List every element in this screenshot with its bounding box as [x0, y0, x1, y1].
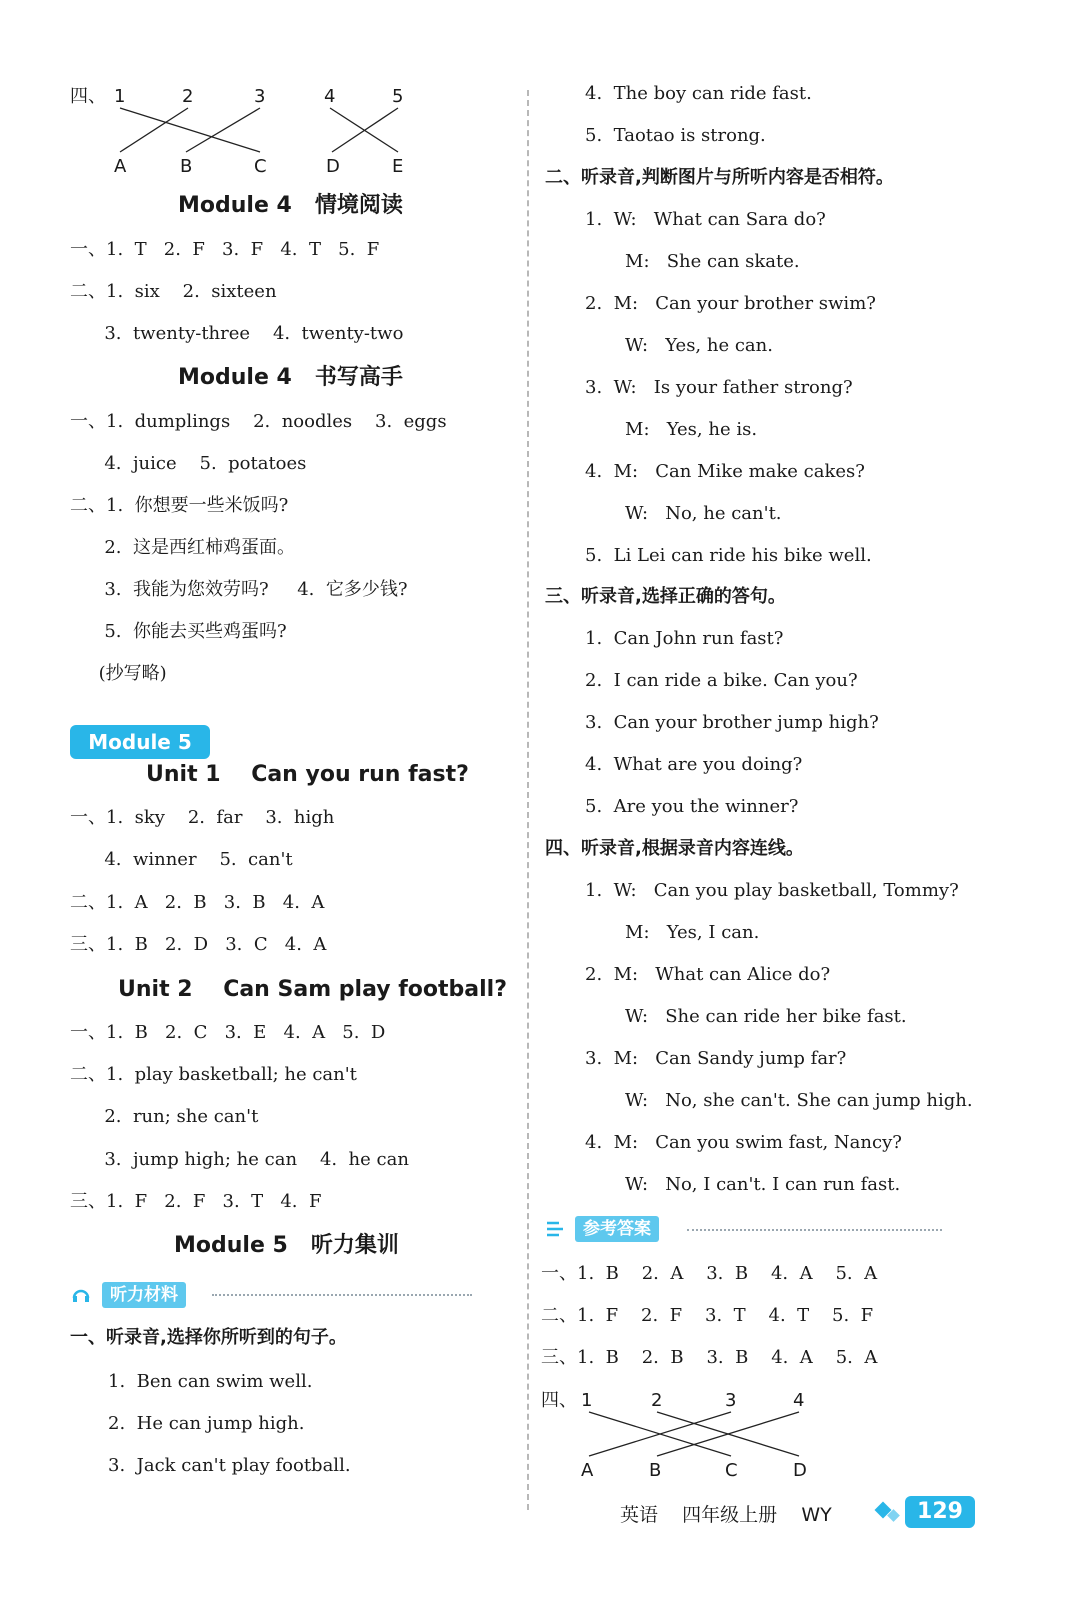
script-line: 4. M: Can you swim fast, Nancy?	[585, 1132, 902, 1153]
answer-line: 二、1. F 2. F 3. T 4. T 5. F	[541, 1305, 874, 1326]
module5-badge: Module 5	[70, 725, 210, 759]
match-top-label: 4	[324, 86, 336, 107]
match-top-label: 4	[793, 1390, 805, 1411]
script-line: 4. The boy can ride fast.	[585, 83, 812, 104]
matching-lines-svg	[70, 80, 430, 180]
match-top-label: 2	[651, 1390, 663, 1411]
match-line	[186, 108, 260, 152]
script-line: 1. W: Can you play basketball, Tommy?	[585, 880, 959, 901]
dotted-rule	[212, 1294, 472, 1296]
answer-line: 三、1. B 2. D 3. C 4. A	[70, 934, 327, 955]
heading-module5-listening: Module 5 听力集训	[174, 1233, 399, 1258]
script-line: 2. M: Can your brother swim?	[585, 293, 876, 314]
script-line: 3. W: Is your father strong?	[585, 377, 853, 398]
answer-line: 二、1. play basketball; he can't	[70, 1064, 357, 1085]
heading-module4-reading: Module 4 情境阅读	[178, 193, 403, 218]
match-bottom-label: B	[180, 156, 193, 177]
match-line	[120, 108, 260, 152]
script-line: 2. M: What can Alice do?	[585, 964, 831, 985]
script-line: M: Yes, he is.	[585, 419, 758, 440]
heading-module4-writing: Module 4 书写高手	[178, 365, 403, 390]
answer-line: 一、1. T 2. F 3. F 4. T 5. F	[70, 239, 380, 260]
script-line: W: No, she can't. She can jump high.	[585, 1090, 973, 1111]
answer-line: 2. 这是西红柿鸡蛋面。	[70, 537, 295, 558]
heading-unit2: Unit 2 Can Sam play football?	[118, 977, 507, 1002]
script-line: W: Yes, he can.	[585, 335, 773, 356]
script-line: 3. Jack can't play football.	[108, 1455, 351, 1476]
matching-diagram-right	[541, 1384, 831, 1484]
script-line: 3. M: Can Sandy jump far?	[585, 1048, 847, 1069]
match-top-label: 3	[725, 1390, 737, 1411]
script-line: 2. He can jump high.	[108, 1413, 305, 1434]
script-line: 2. I can ride a bike. Can you?	[585, 670, 858, 691]
script-line: 4. M: Can Mike make cakes?	[585, 461, 865, 482]
match-top-label: 3	[254, 86, 266, 107]
answer-line: 3. jump high; he can 4. he can	[70, 1149, 409, 1170]
match-prefix: 四、	[541, 1390, 577, 1411]
script-line: 3. Can your brother jump high?	[585, 712, 879, 733]
script-line: 1. Can John run fast?	[585, 628, 784, 649]
answer-line: 三、1. B 2. B 3. B 4. A 5. A	[541, 1347, 878, 1368]
match-top-label: 1	[114, 86, 126, 107]
script-line: M: She can skate.	[585, 251, 800, 272]
heading-unit1: Unit 1 Can you run fast?	[146, 762, 469, 787]
match-bottom-label: D	[793, 1460, 807, 1481]
match-bottom-label: A	[114, 156, 127, 177]
answer-line: 3. 我能为您效劳吗? 4. 它多少钱?	[70, 579, 408, 600]
script-line: M: Yes, I can.	[585, 922, 760, 943]
match-bottom-label: B	[649, 1460, 662, 1481]
page-number: 129	[905, 1496, 975, 1528]
script-line: W: No, he can't.	[585, 503, 782, 524]
answer-line: 一、1. B 2. A 3. B 4. A 5. A	[541, 1263, 878, 1284]
match-top-label: 1	[581, 1390, 593, 1411]
section-title: 二、听录音,判断图片与所听内容是否相符。	[545, 167, 894, 188]
match-top-label: 5	[392, 86, 404, 107]
answer-icon	[545, 1220, 567, 1238]
script-line: W: No, I can't. I can run fast.	[585, 1174, 901, 1195]
answer-line: 二、1. six 2. sixteen	[70, 281, 277, 302]
script-line: 5. Are you the winner?	[585, 796, 799, 817]
match-bottom-label: A	[581, 1460, 594, 1481]
answer-line: 2. run; she can't	[70, 1106, 259, 1127]
answer-line: 5. 你能去买些鸡蛋吗?	[70, 621, 287, 642]
answer-line: 三、1. F 2. F 3. T 4. F	[70, 1191, 322, 1212]
listening-material-tag: 听力材料	[102, 1282, 186, 1308]
answer-line: 二、1. A 2. B 3. B 4. A	[70, 892, 325, 913]
dotted-rule	[687, 1229, 942, 1231]
column-divider	[527, 90, 529, 1510]
match-prefix: 四、	[70, 86, 106, 107]
section-title: 三、听录音,选择正确的答句。	[545, 586, 786, 607]
answer-line: 3. twenty-three 4. twenty-two	[70, 323, 404, 344]
match-line	[120, 108, 188, 152]
script-line: 1. Ben can swim well.	[108, 1371, 313, 1392]
script-line: 4. What are you doing?	[585, 754, 803, 775]
headphones-icon	[72, 1286, 90, 1302]
section-title: 一、听录音,选择你所听到的句子。	[70, 1327, 347, 1348]
answer-line: 二、1. 你想要一些米饭吗?	[70, 495, 289, 516]
match-top-label: 2	[182, 86, 194, 107]
script-line: W: She can ride her bike fast.	[585, 1006, 907, 1027]
match-bottom-label: E	[392, 156, 404, 177]
match-bottom-label: C	[254, 156, 267, 177]
matching-diagram-left	[70, 80, 430, 180]
script-line: 5. Taotao is strong.	[585, 125, 766, 146]
match-bottom-label: C	[725, 1460, 738, 1481]
answer-line: 一、1. sky 2. far 3. high	[70, 807, 335, 828]
script-line: 1. W: What can Sara do?	[585, 209, 826, 230]
match-bottom-label: D	[326, 156, 340, 177]
answer-line: 4. winner 5. can't	[70, 849, 293, 870]
answer-line: 一、1. B 2. C 3. E 4. A 5. D	[70, 1022, 386, 1043]
script-line: 5. Li Lei can ride his bike well.	[585, 545, 872, 566]
answer-line: 4. juice 5. potatoes	[70, 453, 307, 474]
answer-tag: 参考答案	[575, 1216, 659, 1242]
matching-lines-svg	[541, 1384, 831, 1484]
section-title: 四、听录音,根据录音内容连线。	[545, 838, 804, 859]
footer-book-info: 英语 四年级上册 WY	[620, 1504, 832, 1526]
answer-line: 一、1. dumplings 2. noodles 3. eggs	[70, 411, 447, 432]
answer-line: (抄写略)	[70, 663, 167, 684]
